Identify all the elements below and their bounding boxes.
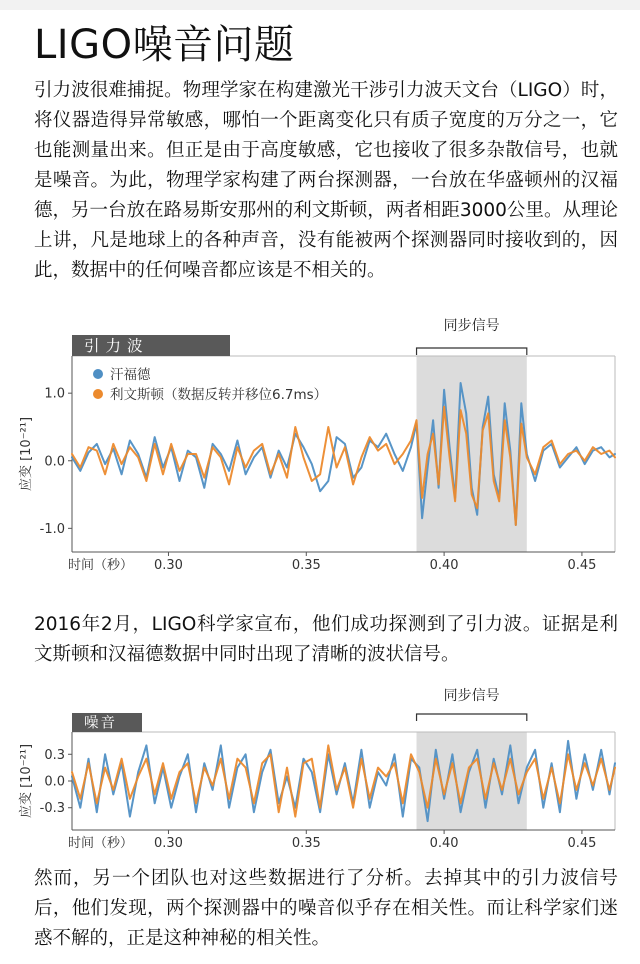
x-tick-label: 0.30 <box>153 558 183 573</box>
x-axis-label: 时间（秒） <box>68 558 134 573</box>
panel-label: 引力波 <box>84 337 149 356</box>
legend-label: 利文斯顿（数据反转并移位6.7ms） <box>110 387 328 403</box>
series-line-livingston <box>72 407 615 525</box>
x-tick-label: 0.30 <box>153 836 183 851</box>
sync-label: 同步信号 <box>443 688 500 704</box>
legend-label: 汗福德 <box>110 367 151 383</box>
y-tick-label: 1.0 <box>44 386 65 402</box>
conclusion-paragraph: 然而，另一个团队也对这些数据进行了分析。去掉其中的引力波信号后，他们发现，两个探测器中的噪音似乎存在相关性。而让科学家们迷惑不解的，正是这种神秘的相关性。 <box>34 868 618 949</box>
sync-bracket <box>417 714 527 721</box>
y-tick-label: -1.0 <box>39 521 65 537</box>
x-tick-label: 0.40 <box>429 558 459 573</box>
y-tick-label: 0.0 <box>44 454 65 470</box>
legend-marker <box>93 389 103 399</box>
x-tick-label: 0.45 <box>567 558 597 573</box>
sync-bracket <box>417 348 527 355</box>
x-tick-label: 0.35 <box>291 558 321 573</box>
noise-chart <box>0 678 640 858</box>
gravitational-wave-chart <box>0 300 640 590</box>
legend-marker <box>93 369 103 379</box>
y-axis-label: 应变 [10⁻²¹] <box>19 743 34 819</box>
sync-label: 同步信号 <box>443 318 500 334</box>
x-tick-label: 0.35 <box>291 836 321 851</box>
x-tick-label: 0.40 <box>429 836 459 851</box>
page-title: LIGO噪音问题 <box>34 22 295 68</box>
y-tick-label: 0.0 <box>44 774 65 790</box>
series-line-hanford <box>72 741 615 821</box>
x-tick-label: 0.45 <box>567 836 597 851</box>
intro-paragraph: 引力波很难捕捉。物理学家在构建激光干涉引力波天文台（LIGO）时，将仪器造得异常敏感，哪怕一个距离变化只有质子宽度的万分之一，它也能测量出来。但正是由于高度敏感，它也接收了很多杂散信号，也就是噪音。为此，物理学家构建了两台探测器，一台放在华盛顿州的汉福德，另一台放在路易斯安那州的利文斯顿，两者相距3000公里。从理论上讲，凡是地球上的各种声音，没有能被两个探测器同时接收到的，因此，数据中的任何噪音都应该是不相关的。 <box>34 80 618 281</box>
y-tick-label: -0.3 <box>39 801 65 817</box>
x-axis-label: 时间（秒） <box>68 836 134 851</box>
announcement-paragraph: 2016年2月，LIGO科学家宣布，他们成功探测到了引力波。证据是利文斯顿和汉福德数据中同时出现了清晰的波状信号。 <box>34 614 618 665</box>
panel-label: 噪音 <box>84 715 117 732</box>
top-strip <box>0 0 640 10</box>
y-tick-label: 0.3 <box>44 747 65 763</box>
y-axis-label: 应变 [10⁻²¹] <box>19 416 34 492</box>
series-line-livingston <box>72 745 615 816</box>
